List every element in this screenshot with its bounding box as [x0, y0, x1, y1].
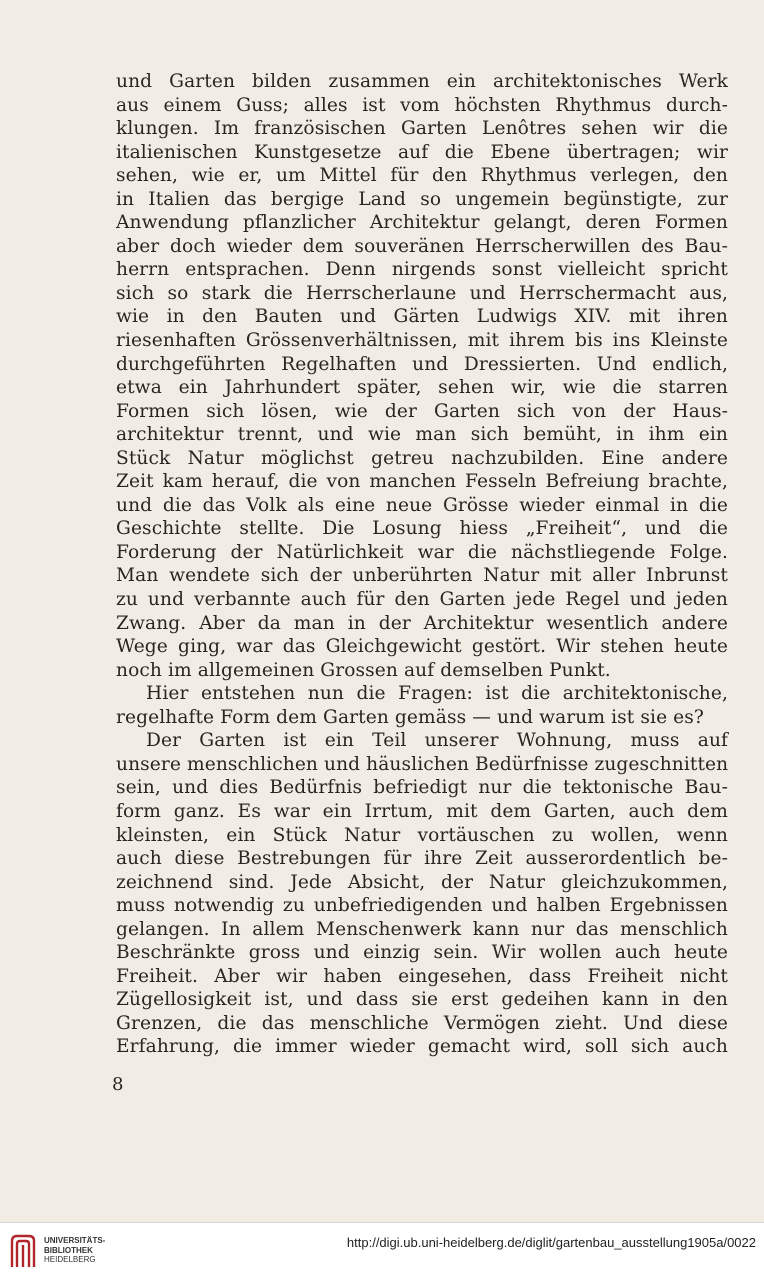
- text-line: Anwendung pflanzlicher Architektur gelangt, deren Formen: [116, 212, 728, 234]
- library-name: UNIVERSITÄTS- BIBLIOTHEK HEIDELBERG: [44, 1236, 106, 1264]
- text-line: muss notwendig zu unbefriedigenden und halben Ergebnissen: [116, 895, 728, 917]
- text-line: etwa ein Jahrhundert später, sehen wir, wie die starren: [116, 377, 728, 399]
- text-line: sehen, wie er, um Mittel für den Rhythmus verlegen, den: [116, 165, 728, 187]
- text-line: regelhafte Form dem Garten gemäss — und warum ist sie es?: [116, 706, 704, 728]
- text-line: noch im allgemeinen Grossen auf demselben Punkt.: [116, 659, 611, 681]
- library-logo-icon: [8, 1233, 38, 1269]
- text-line: zu und verbannte auch für den Garten jede Regel und jeden: [116, 589, 728, 611]
- text-line: Formen sich lösen, wie der Garten sich von der Haus-: [116, 400, 728, 422]
- text-line: unsere menschlichen und häuslichen Bedürfnisse zugeschnitten: [116, 753, 729, 775]
- text-line: Zügellosigkeit ist, und dass sie erst gedeihen kann in den: [116, 989, 728, 1011]
- text-line: und die das Volk als eine neue Grösse wieder einmal in die: [116, 494, 728, 516]
- text-line: wie in den Bauten und Gärten Ludwigs XIV. mit ihren: [116, 306, 728, 328]
- source-url-link[interactable]: http://digi.ub.uni-heidelberg.de/diglit/gartenbau_ausstellung1905a/0022: [346, 1235, 756, 1250]
- text-line: aus einem Guss; alles ist vom höchsten Rhythmus durch-: [116, 94, 728, 116]
- text-line: Stück Natur möglichst getreu nachzubilden. Eine andere: [116, 447, 728, 469]
- text-line: Grenzen, die das menschliche Vermögen zieht. Und diese: [116, 1012, 728, 1034]
- text-line: Freiheit. Aber wir haben eingesehen, dass Freiheit nicht: [116, 965, 728, 987]
- text-line: Zeit kam herauf, die von manchen Fesseln Befreiung brachte,: [116, 471, 728, 493]
- text-line: klungen. Im französischen Garten Lenôtres sehen wir die: [116, 118, 728, 140]
- text-line: Man wendete sich der unberührten Natur mit aller Inbrunst: [116, 565, 728, 587]
- text-line: sich so stark die Herrscherlaune und Herrschermacht aus,: [116, 282, 728, 304]
- text-line: auch diese Bestrebungen für ihre Zeit ausserordentlich be-: [116, 848, 728, 870]
- text-line: und Garten bilden zusammen ein architektonisches Werk: [116, 71, 728, 92]
- text-line: Hier entstehen nun die Fragen: ist die architektonische,: [146, 683, 728, 705]
- body-text: [116, 70, 728, 1059]
- text-line: Der Garten ist ein Teil unserer Wohnung, muss auf: [146, 730, 728, 752]
- text-line: herrn entsprachen. Denn nirgends sonst vielleicht spricht: [116, 259, 728, 281]
- text-line: Forderung der Natürlichkeit war die nächstliegende Folge.: [116, 541, 728, 563]
- text-line: aber doch wieder dem souveränen Herrscherwillen des Bau-: [116, 235, 728, 257]
- text-line: sein, und dies Bedürfnis befriedigt nur die tektonische Bau-: [116, 777, 728, 799]
- text-line: in Italien das bergige Land so ungemein begünstigte, zur: [116, 188, 728, 210]
- footer-bar: [0, 1222, 764, 1279]
- text-line: architektur trennt, und wie man sich bemüht, in ihm ein: [116, 424, 728, 446]
- text-line: Zwang. Aber da man in der Architektur wesentlich andere: [116, 612, 728, 634]
- text-line: Erfahrung, die immer wieder gemacht wird, soll sich auch: [116, 1036, 728, 1058]
- text-line: form ganz. Es war ein Irrtum, mit dem Garten, auch dem: [116, 800, 728, 822]
- text-line: Geschichte stellte. Die Losung hiess „Freiheit“, und die: [116, 518, 728, 540]
- text-line: Wege ging, war das Gleichgewicht gestört. Wir stehen heute: [116, 636, 728, 658]
- text-line: kleinsten, ein Stück Natur vortäuschen zu wollen, wenn: [116, 824, 728, 846]
- text-line: durchgeführten Regelhaften und Dressierten. Und endlich,: [116, 353, 728, 375]
- text-line: italienischen Kunstgesetze auf die Ebene übertragen; wir: [116, 141, 728, 163]
- page-number: 8: [112, 1074, 124, 1095]
- text-line: riesenhaften Grössenverhältnissen, mit ihrem bis ins Kleinste: [116, 330, 728, 352]
- text-line: Beschränkte gross und einzig sein. Wir wollen auch heute: [116, 942, 728, 964]
- text-line: gelangen. In allem Menschenwerk kann nur das menschlich: [116, 918, 728, 940]
- text-line: zeichnend sind. Jede Absicht, der Natur gleichzukommen,: [116, 871, 728, 893]
